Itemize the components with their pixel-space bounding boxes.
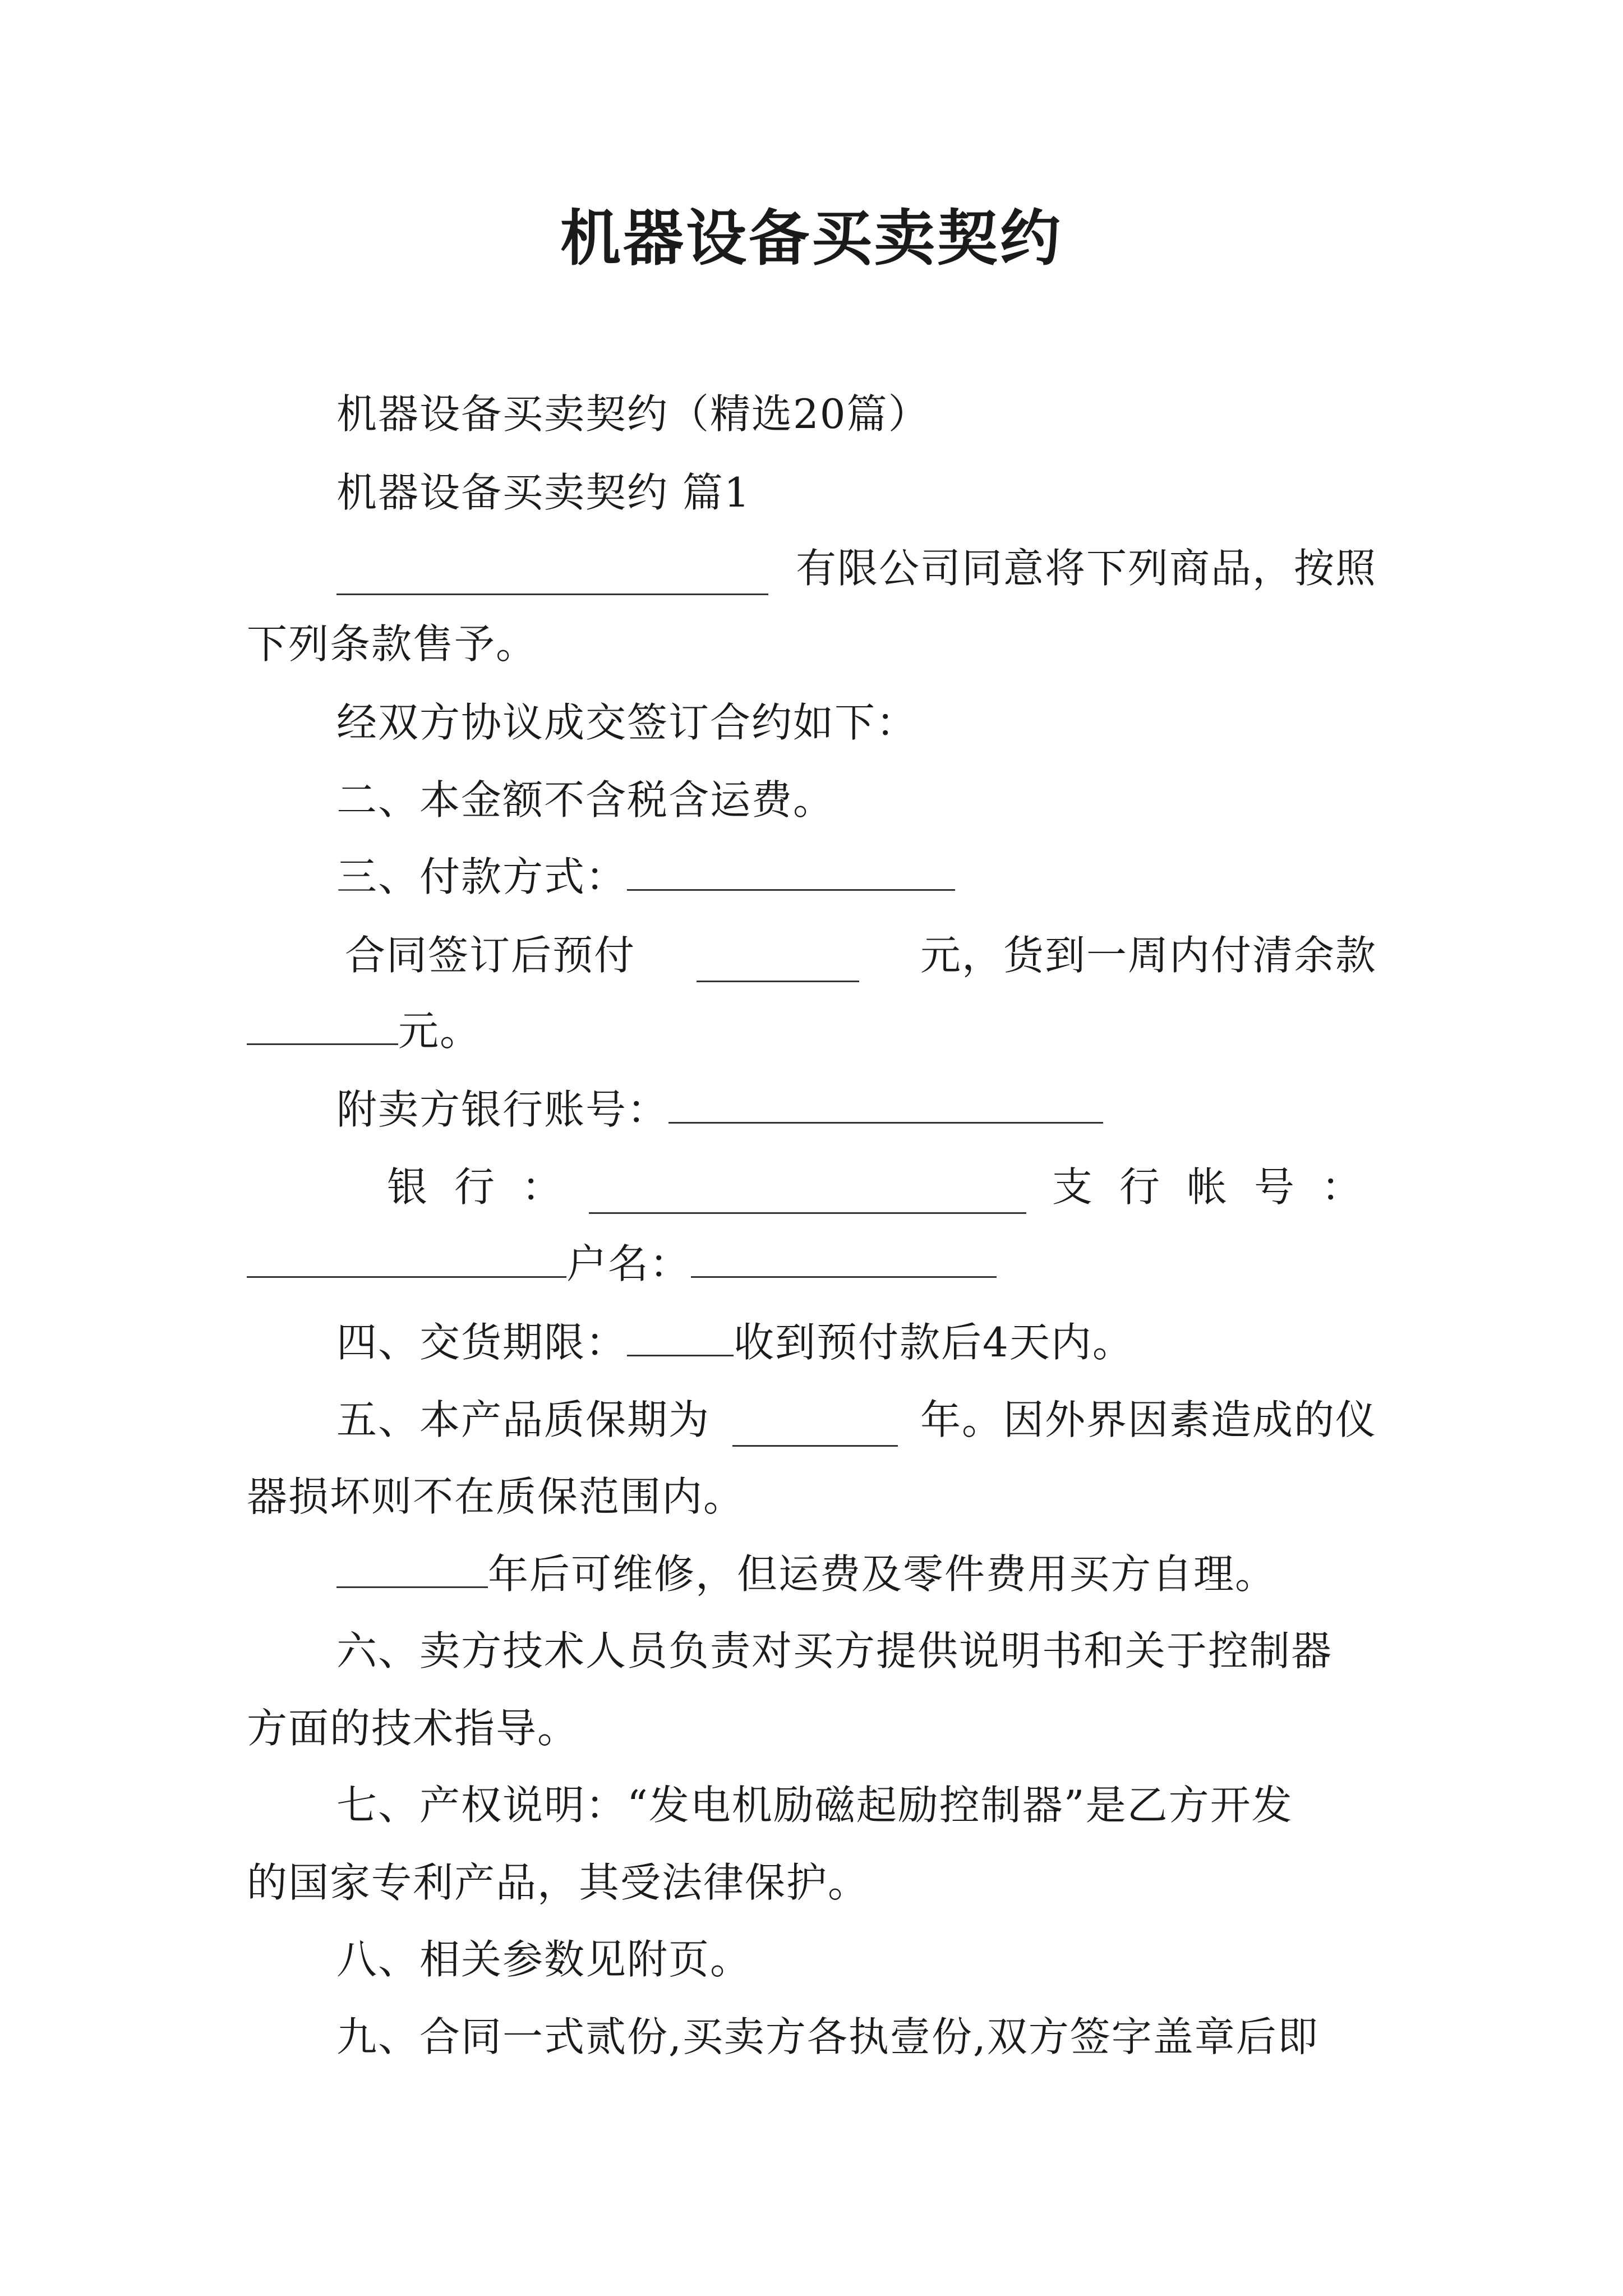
- bank-label-1: 银: [387, 1163, 429, 1211]
- clause-5-text: 年。因外界因素造成的仪: [920, 1396, 1377, 1443]
- clause-5-label: 五、本产品质保期为: [336, 1396, 711, 1443]
- account-name-blank: [691, 1237, 997, 1278]
- bank-label-2: 行: [454, 1163, 496, 1211]
- clause-6: 六、卖方技术人员负责对买方提供说明书和关于控制器: [336, 1627, 1333, 1674]
- repair-years-blank: [336, 1547, 488, 1588]
- balance-unit: 元。: [398, 1007, 482, 1055]
- balance-text: 元，货到一周内付清余款: [920, 932, 1377, 979]
- bank-label-3: ：: [522, 1163, 564, 1211]
- paragraph-agreement: 经双方协议成交签订合约如下：: [336, 699, 918, 746]
- document-subtitle: 机器设备买卖契约（精选20篇）: [336, 390, 930, 438]
- branch-label-3: 帐: [1186, 1163, 1228, 1211]
- clause-4-label: 四、交货期限：: [336, 1319, 628, 1366]
- repair-text: 年后可维修，但运费及零件费用买方自理。: [488, 1550, 1277, 1598]
- clause-7-cont: 的国家专利产品，其受法律保护。: [247, 1859, 870, 1906]
- company-name-blank: [336, 554, 768, 595]
- clause-3-label: 三、付款方式：: [336, 853, 628, 900]
- part-heading: 机器设备买卖契约 篇1: [336, 469, 751, 516]
- repair-line: [336, 1547, 1276, 1601]
- clause-7: 七、产权说明：“发电机励磁起励控制器”是乙方开发: [336, 1782, 1293, 1829]
- payment-method-blank: [627, 850, 955, 891]
- delivery-blank: [627, 1315, 734, 1356]
- branch-label-1: 支: [1052, 1163, 1094, 1211]
- clause-3: [336, 850, 955, 904]
- document-title: 机器设备买卖契约: [560, 203, 1063, 274]
- clause-9: 九、合同一式贰份,买卖方各执壹份,双方签字盖章后即: [336, 2013, 1319, 2060]
- clause-6-cont: 方面的技术指导。: [247, 1705, 579, 1752]
- account-name-label: 户名：: [566, 1240, 691, 1287]
- balance-amount-blank: [247, 1004, 398, 1045]
- clause-5-cont: 器损坏则不在质保范围内。: [247, 1473, 745, 1520]
- bank-account-label: 附卖方银行账号：: [336, 1086, 669, 1133]
- paragraph-company-text: 有限公司同意将下列商品，按照: [795, 545, 1377, 592]
- branch-label-5: ：: [1321, 1163, 1363, 1211]
- bank-name-blank: [589, 1173, 1026, 1214]
- clause-5: [336, 1393, 1377, 1447]
- clause-4: [336, 1315, 1134, 1369]
- prepay-text: 合同签订后预付: [345, 932, 636, 979]
- bank-account-line: [336, 1083, 1103, 1137]
- branch-label-2: 行: [1119, 1163, 1161, 1211]
- bank-account-blank: [668, 1083, 1103, 1124]
- clause-3-balance: [247, 1004, 481, 1058]
- clause-3-prepay: [345, 928, 1377, 982]
- branch-account-blank: [247, 1237, 566, 1278]
- warranty-years-blank: [732, 1406, 898, 1447]
- prepay-amount-blank: [697, 941, 859, 982]
- clause-4-text: 收到预付款后4天内。: [734, 1319, 1134, 1366]
- branch-label-4: 号: [1253, 1163, 1295, 1211]
- paragraph-company-cont: 下列条款售予。: [247, 620, 538, 668]
- clause-8: 八、相关参数见附页。: [336, 1936, 752, 1983]
- bank-branch-line: [387, 1160, 1363, 1214]
- account-name-line: [247, 1237, 997, 1291]
- clause-2: 二、本金额不含税含运费。: [336, 776, 835, 823]
- paragraph-company: [336, 541, 1377, 595]
